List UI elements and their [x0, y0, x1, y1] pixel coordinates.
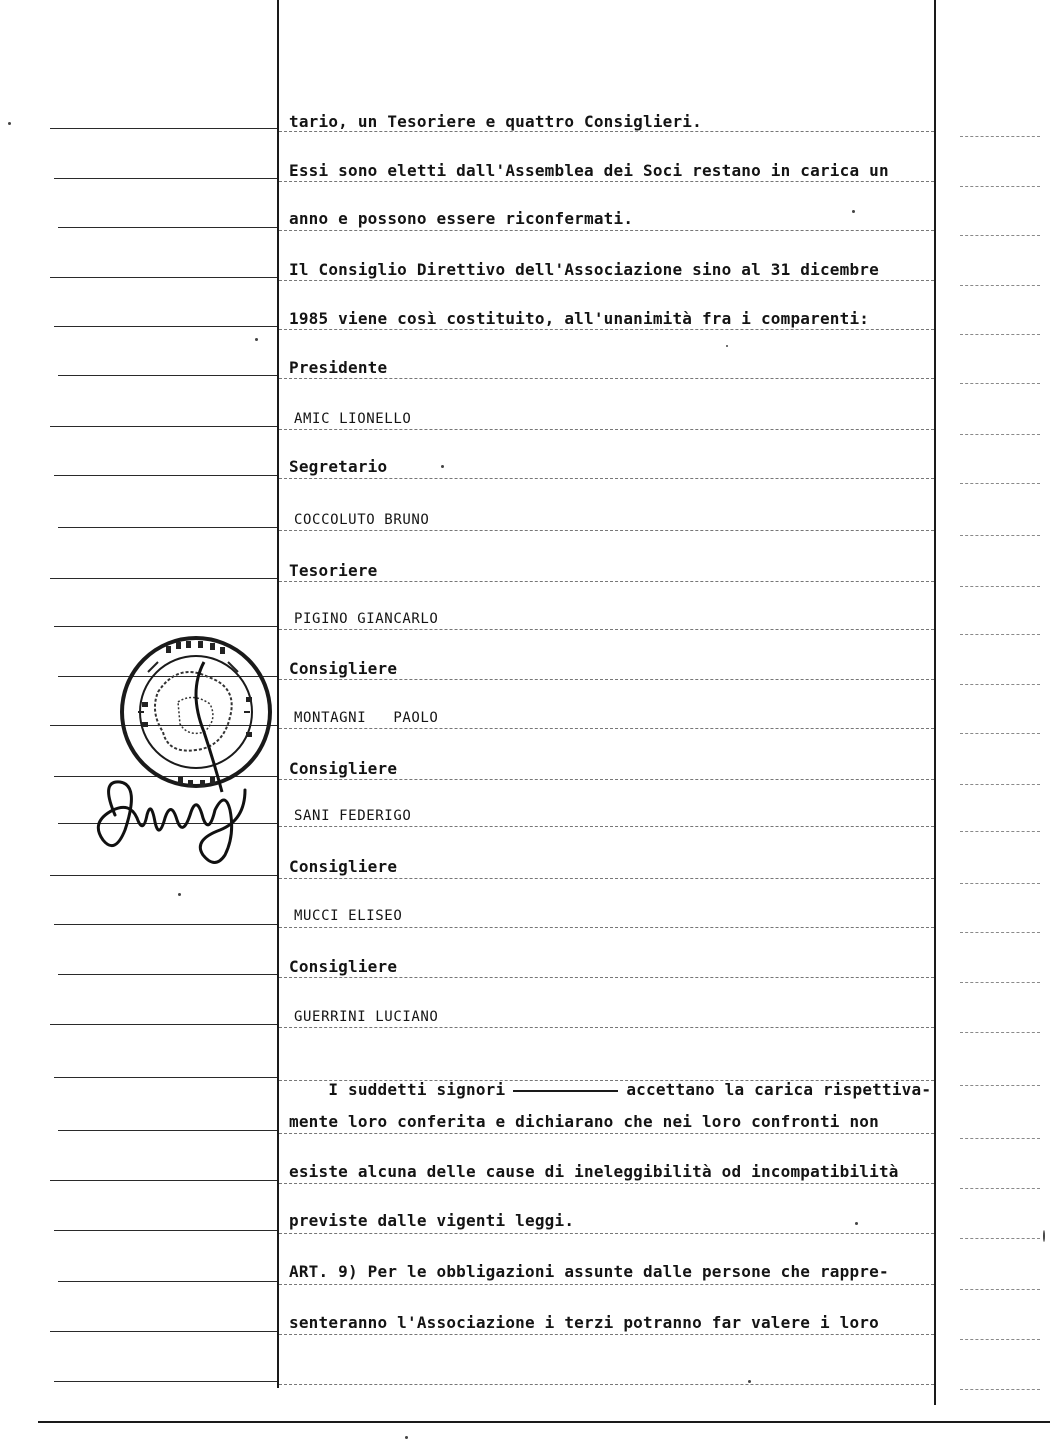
role-tesoriere: Tesoriere	[289, 561, 378, 580]
scan-speck	[441, 465, 444, 468]
text-line-acceptance	[289, 1060, 931, 1120]
right-ruled-line	[960, 136, 1040, 138]
right-margin-rule	[934, 0, 936, 1405]
right-ruled-line	[960, 784, 1040, 786]
body-ruled-line	[279, 728, 934, 730]
body-ruled-line	[279, 1027, 934, 1029]
right-ruled-line	[960, 483, 1040, 485]
bottom-page-rule	[38, 1421, 1050, 1423]
right-ruled-line	[960, 1238, 1040, 1240]
body-ruled-line	[279, 280, 934, 282]
right-ruled-line	[960, 434, 1040, 436]
right-ruled-line	[960, 1188, 1040, 1190]
left-ruled-line	[58, 227, 277, 228]
left-ruled-line	[50, 875, 277, 876]
left-ruled-line	[54, 1077, 277, 1078]
body-ruled-line	[279, 826, 934, 828]
role-consigliere-3: Consigliere	[289, 857, 398, 876]
right-ruled-line	[960, 1085, 1040, 1087]
scan-speck	[8, 122, 11, 125]
body-ruled-line	[279, 927, 934, 929]
left-ruled-line	[58, 375, 277, 376]
left-ruled-line	[50, 1180, 277, 1181]
scan-speck	[255, 338, 258, 341]
body-ruled-line	[279, 478, 934, 480]
right-ruled-line	[960, 285, 1040, 287]
body-ruled-line	[279, 581, 934, 583]
left-ruled-line	[50, 426, 277, 427]
body-ruled-line	[279, 429, 934, 431]
scan-speck	[855, 1222, 858, 1225]
right-ruled-line	[960, 586, 1040, 588]
text-line-2: Essi sono eletti dall'Assemblea dei Soci restano in carica un	[289, 161, 889, 180]
body-ruled-line	[279, 329, 934, 331]
body-ruled-line	[279, 878, 934, 880]
left-ruled-line	[58, 527, 277, 528]
member-name-7: GUERRINI LUCIANO	[294, 1009, 439, 1025]
body-ruled-line	[279, 629, 934, 631]
right-ruled-line	[960, 733, 1040, 735]
left-ruled-line	[54, 1230, 277, 1231]
text-line-6: mente loro conferita e dichiarano che nei loro confronti non	[289, 1112, 879, 1131]
right-ruled-line	[960, 982, 1040, 984]
body-ruled-line	[279, 1133, 934, 1135]
right-ruled-line	[960, 1389, 1040, 1391]
body-ruled-line	[279, 1233, 934, 1235]
role-presidente: Presidente	[289, 358, 388, 377]
member-name-4: MONTAGNI PAOLO	[294, 710, 439, 726]
scan-speck	[748, 1380, 751, 1383]
scan-speck	[405, 1436, 408, 1439]
left-ruled-line	[58, 1130, 277, 1131]
member-name-2: COCCOLUTO BRUNO	[294, 512, 430, 528]
member-name-1: AMIC LIONELLO	[294, 411, 412, 427]
right-ruled-line	[960, 186, 1040, 188]
text-line-7: esiste alcuna delle cause di ineleggibilità od incompatibilità	[289, 1162, 899, 1181]
body-ruled-line	[279, 977, 934, 979]
right-ruled-line	[960, 883, 1040, 885]
right-ruled-line	[960, 831, 1040, 833]
text-line-3: anno e possono essere riconfermati.	[289, 209, 634, 228]
scan-speck	[726, 345, 728, 347]
text-line-8: previste dalle vigenti leggi.	[289, 1211, 575, 1230]
body-ruled-line	[279, 378, 934, 380]
right-ruled-line	[960, 684, 1040, 686]
left-ruled-line	[54, 1381, 277, 1382]
left-ruled-line	[54, 178, 277, 179]
left-ruled-line	[54, 326, 277, 327]
left-ruled-line	[50, 1331, 277, 1332]
body-ruled-line	[279, 1284, 934, 1286]
role-segretario: Segretario	[289, 457, 388, 476]
text-line-4: Il Consiglio Direttivo dell'Associazione sino al 31 dicembre	[289, 260, 879, 279]
body-ruled-line	[279, 779, 934, 781]
body-ruled-line	[279, 1384, 934, 1386]
right-ruled-line	[960, 1289, 1040, 1291]
body-ruled-line	[279, 1334, 934, 1336]
right-ruled-line	[960, 235, 1040, 237]
right-ruled-line	[960, 535, 1040, 537]
left-ruled-line	[50, 1024, 277, 1025]
body-ruled-line	[279, 530, 934, 532]
member-name-6: MUCCI ELISEO	[294, 908, 403, 924]
left-ruled-line	[54, 626, 277, 627]
right-ruled-line	[960, 932, 1040, 934]
body-ruled-line	[279, 181, 934, 183]
member-name-3: PIGINO GIANCARLO	[294, 611, 439, 627]
right-ruled-line	[960, 634, 1040, 636]
left-ruled-line	[54, 475, 277, 476]
acceptance-after: accettano la carica rispettiva-	[626, 1080, 932, 1099]
right-ruled-line	[960, 383, 1040, 385]
handwritten-signature	[85, 760, 255, 875]
role-consigliere-4: Consigliere	[289, 957, 398, 976]
body-ruled-line	[279, 230, 934, 232]
body-ruled-line	[279, 679, 934, 681]
scan-speck	[1043, 1230, 1045, 1242]
scan-speck	[852, 210, 855, 213]
acceptance-before: I suddetti signori	[328, 1080, 506, 1099]
body-ruled-line	[279, 1183, 934, 1185]
text-line-10: senteranno l'Associazione i terzi potranno far valere i loro	[289, 1313, 879, 1332]
blank-dash	[513, 1090, 618, 1092]
right-ruled-line	[960, 1138, 1040, 1140]
right-ruled-line	[960, 1339, 1040, 1341]
left-ruled-line	[58, 974, 277, 975]
left-ruled-line	[50, 128, 277, 129]
text-line-5: 1985 viene così costituito, all'unanimità fra i comparenti:	[289, 309, 870, 328]
right-ruled-line	[960, 334, 1040, 336]
right-ruled-line	[960, 1032, 1040, 1034]
role-consigliere-1: Consigliere	[289, 659, 398, 678]
member-name-5: SANI FEDERIGO	[294, 808, 412, 824]
text-line-1: tario, un Tesoriere e quattro Consiglieri.	[289, 112, 702, 131]
left-ruled-line	[50, 277, 277, 278]
role-consigliere-2: Consigliere	[289, 759, 398, 778]
left-ruled-line	[58, 1281, 277, 1282]
left-ruled-line	[54, 924, 277, 925]
scan-speck	[178, 893, 181, 896]
text-line-9: ART. 9) Per le obbligazioni assunte dalle persone che rappre-	[289, 1262, 889, 1281]
left-ruled-line	[50, 578, 277, 579]
